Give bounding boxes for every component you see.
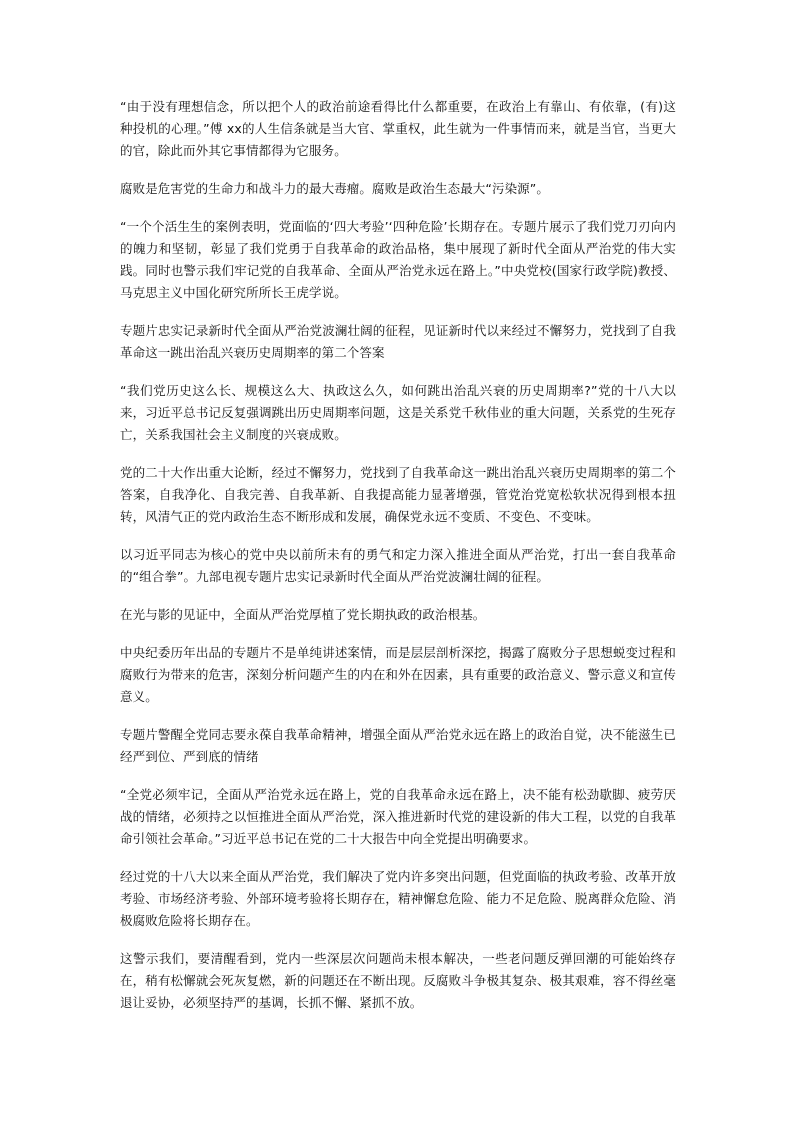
paragraph-9: 中央纪委历年出品的专题片不是单纯讲述案情，而是层层剖析深挖，揭露了腐败分子思想蜕变过程和腐败行为带来的危害，深刻分析问题产生的内在和外在因素，具有重要的政治意义、警示意义和宣传意义。 bbox=[120, 645, 676, 704]
paragraph-3: “一个个活生生的案例表明，党面临的‘四大考验’‘四种危险’长期存在。专题片展示了我们党刀刃向内的魄力和坚韧，彰显了我们党勇于自我革命的政治品格，集中展现了新时代全面从严治党的伟大实践。同时也警示我们牢记党的自我革命、全面从严治党永远在路上。”中央党校(国家行政学院)教授、马克思主义中国化研究所所长王虎学说。 bbox=[120, 219, 676, 300]
document-page bbox=[120, 96, 676, 1030]
paragraph-12: 经过党的十八大以来全面从严治党，我们解决了党内许多突出问题，但党面临的执政考验、改革开放考验、市场经济考验、外部环境考验将长期存在，精神懈怠危险、能力不足危险、脱离群众危险、消极腐败危险将长期存在。 bbox=[120, 869, 676, 928]
paragraph-5: “我们党历史这么长、规模这么大、执政这么久，如何跳出治乱兴衰的历史周期率?”党的十八大以来，习近平总书记反复强调跳出历史周期率问题，这是关系党千秋伟业的重大问题，关系党的生死存亡，关系我国社会主义制度的兴衰成败。 bbox=[120, 383, 676, 442]
paragraph-10: 专题片警醒全党同志要永葆自我革命精神，增强全面从严治党永远在路上的政治自觉，决不能滋生已经严到位、严到底的情绪 bbox=[120, 727, 676, 764]
paragraph-6: 党的二十大作出重大论断，经过不懈努力，党找到了自我革命这一跳出治乱兴衰历史周期率的第二个答案，自我净化、自我完善、自我革新、自我提高能力显著增强，管党治党宽松软状况得到根本扭转，风清气正的党内政治生态不断形成和发展，确保党永远不变质、不变色、不变味。 bbox=[120, 465, 676, 524]
paragraph-1: “由于没有理想信念，所以把个人的政治前途看得比什么都重要，在政治上有靠山、有依靠，(有)这种投机的心理。”傅 xx的人生信条就是当大官、掌重权，此生就为一件事情而来，就是当官，当更大的官，除此而外其它事情都得为它服务。 bbox=[120, 99, 676, 158]
paragraph-4: 专题片忠实记录新时代全面从严治党波澜壮阔的征程，见证新时代以来经过不懈努力，党找到了自我革命这一跳出治乱兴衰历史周期率的第二个答案 bbox=[120, 323, 676, 360]
paragraph-13: 这警示我们，要清醒看到，党内一些深层次问题尚未根本解决，一些老问题反弹回潮的可能始终存在，稍有松懈就会死灰复燃，新的问题还在不断出现。反腐败斗争极其复杂、极其艰难，容不得丝毫退让妥协，必须坚持严的基调，长抓不懈、紧抓不放。 bbox=[120, 951, 676, 1010]
paragraph-8: 在光与影的见证中，全面从严治党厚植了党长期执政的政治根基。 bbox=[120, 607, 486, 622]
paragraph-11: “全党必须牢记，全面从严治党永远在路上，党的自我革命永远在路上，决不能有松劲歇脚、疲劳厌战的情绪，必须持之以恒推进全面从严治党，深入推进新时代党的建设新的伟大工程，以党的自我革命引领社会革命。”习近平总书记在党的二十大报告中向全党提出明确要求。 bbox=[120, 787, 676, 846]
paragraph-7: 以习近平同志为核心的党中央以前所未有的勇气和定力深入推进全面从严治党，打出一套自我革命的“组合拳”。九部电视专题片忠实记录新时代全面从严治党波澜壮阔的征程。 bbox=[120, 547, 676, 584]
paragraph-2: 腐败是危害党的生命力和战斗力的最大毒瘤。腐败是政治生态最大“污染源”。 bbox=[120, 181, 549, 196]
